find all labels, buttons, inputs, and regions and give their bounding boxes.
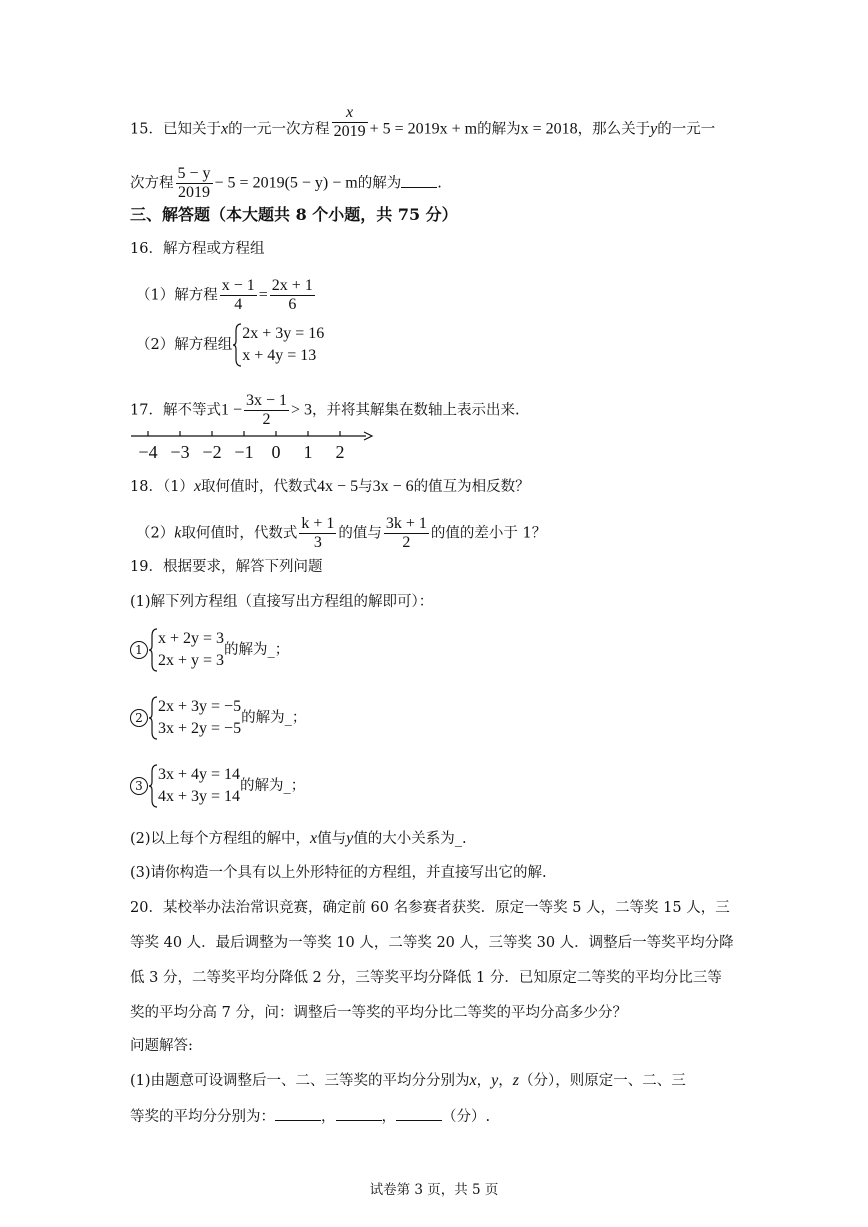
system-row: 2x + y = 3 bbox=[158, 652, 225, 669]
inequality-part: > 3 bbox=[291, 401, 313, 419]
fraction-denominator: 3 bbox=[313, 534, 322, 551]
fraction-denominator: 4 bbox=[234, 296, 243, 313]
number-line bbox=[128, 426, 378, 466]
q16-title: 16．解方程或方程组 bbox=[130, 241, 265, 257]
math-var: y bbox=[491, 1072, 499, 1089]
answer-blank[interactable] bbox=[396, 1120, 442, 1121]
math-var: y bbox=[650, 120, 658, 138]
section-title: 三、解答题（本大题共 8 个小题，共 75 分） bbox=[130, 205, 458, 224]
fraction-numerator: 5 − y bbox=[177, 165, 211, 182]
q19-system-3 bbox=[130, 764, 305, 808]
q15-fraction-2 bbox=[176, 165, 213, 202]
separator: ， bbox=[498, 1073, 513, 1089]
fraction-numerator: 2x + 1 bbox=[271, 277, 313, 294]
q15-text: 的解为 bbox=[357, 175, 402, 192]
fraction-denominator: 2 bbox=[402, 534, 411, 551]
brace-icon bbox=[232, 323, 242, 367]
q18-fraction-2 bbox=[384, 515, 429, 552]
separator: ， bbox=[476, 1073, 492, 1089]
q20-text: （分），则原定一、二、三 bbox=[519, 1073, 686, 1089]
number-line-tick-label: 0 bbox=[271, 442, 281, 462]
q18-part2 bbox=[136, 515, 546, 552]
answer-blank[interactable] bbox=[275, 1120, 321, 1121]
equation-system bbox=[148, 696, 241, 740]
q19-part2 bbox=[130, 829, 467, 849]
q15-text: 次方程 bbox=[130, 175, 174, 192]
q18-text: 与 bbox=[358, 479, 373, 495]
circled-number: 1 bbox=[130, 641, 148, 659]
math-var: y bbox=[346, 830, 354, 847]
number-line-tick-label: −2 bbox=[202, 442, 222, 462]
q17-text: ，并将其解集在数轴上表示出来. bbox=[312, 402, 520, 419]
q17-text: 17．解不等式 bbox=[130, 402, 221, 419]
q15-text: . bbox=[437, 175, 442, 192]
fraction-numerator: 3k + 1 bbox=[385, 515, 427, 532]
q15-text: 的一元一 bbox=[657, 121, 716, 138]
system-row: 2x + 3y = 16 bbox=[242, 325, 325, 342]
q18-text: 的值与 bbox=[338, 525, 382, 542]
q18-text: 取何值时，代数式 bbox=[201, 479, 318, 495]
q15-equation: + 5 = 2019x + m bbox=[369, 120, 478, 138]
circled-number: 2 bbox=[130, 709, 148, 727]
q19-text: (2)以上每个方程组的解中， bbox=[130, 831, 311, 847]
q15-line2 bbox=[130, 165, 442, 202]
number-line-tick-label: 2 bbox=[335, 442, 345, 462]
fraction-denominator: 6 bbox=[288, 296, 297, 313]
math-expr: 4x − 5 bbox=[317, 478, 359, 495]
brace-icon bbox=[148, 628, 158, 672]
q18-text: 18．（1） bbox=[130, 479, 194, 495]
system-row: 2x + 3y = −5 bbox=[158, 698, 242, 715]
equation-system bbox=[148, 764, 240, 808]
q15-solution: x = 2018 bbox=[520, 120, 578, 138]
brace-icon bbox=[148, 696, 158, 740]
fraction-numerator: k + 1 bbox=[301, 515, 335, 532]
number-line-tick-label: −3 bbox=[170, 442, 190, 462]
number-line-tick-label: 1 bbox=[303, 442, 313, 462]
answer-prompt: 的解为_； bbox=[224, 642, 290, 658]
q17-fraction bbox=[244, 392, 289, 429]
math-var: x bbox=[310, 830, 318, 847]
math-var: z bbox=[512, 1072, 519, 1089]
equation-system bbox=[232, 323, 324, 367]
q18-text: 的值互为相反数？ bbox=[413, 479, 530, 495]
q19-system-2 bbox=[130, 696, 306, 740]
q15-line1 bbox=[130, 104, 716, 141]
q16-label: （2）解方程组 bbox=[136, 337, 233, 353]
q18-part1 bbox=[130, 477, 530, 497]
math-var: x bbox=[469, 1072, 477, 1089]
fraction-numerator: x − 1 bbox=[221, 277, 255, 294]
fraction-numerator: 3x − 1 bbox=[245, 392, 288, 409]
math-var: k bbox=[174, 524, 182, 542]
system-row: 3x + 4y = 14 bbox=[158, 766, 241, 783]
q20-text: (1)由题意可设调整后一、二、三等奖的平均分分别为 bbox=[130, 1073, 470, 1089]
q20-line: 20．某校举办法治常识竞赛，确定前 60 名参赛者获奖．原定一等奖 5 人，二等奖 15 人，三 bbox=[130, 900, 730, 916]
q16-label: （1）解方程 bbox=[136, 287, 218, 304]
q19-text: 值的大小关系为_. bbox=[353, 831, 467, 847]
system-row: x + 4y = 13 bbox=[242, 347, 317, 364]
q15-equation: − 5 = 2019(5 − y) − m bbox=[214, 174, 358, 192]
answer-prompt: 的解为_； bbox=[240, 778, 306, 794]
inequality-part: 1 − bbox=[220, 401, 242, 419]
q15-text: ，那么关于 bbox=[577, 121, 651, 138]
number-line-tick-label: −4 bbox=[138, 442, 158, 462]
q15-text: 的一元一次方程 bbox=[228, 121, 330, 138]
brace-icon bbox=[148, 764, 158, 808]
q20-line: 等奖 40 人．最后调整为一等奖 10 人，二等奖 20 人，三等奖 30 人．调整后一等奖平均分降 bbox=[130, 935, 734, 951]
system-row: 4x + 3y = 14 bbox=[158, 788, 241, 805]
q16-fraction-right bbox=[270, 277, 315, 314]
equation-system bbox=[148, 628, 224, 672]
q19-part3: (3)请你构造一个具有以上外形特征的方程组，并直接写出它的解. bbox=[130, 865, 547, 881]
separator: ， bbox=[381, 1109, 396, 1125]
fraction-denominator: 2019 bbox=[178, 184, 211, 201]
math-expr: 3x − 6 bbox=[372, 478, 414, 495]
q20-answer-title: 问题解答: bbox=[130, 1038, 193, 1054]
answer-prompt: 的解为_； bbox=[241, 710, 307, 726]
fraction-numerator: x bbox=[332, 104, 368, 123]
q15-text: 的解为 bbox=[477, 121, 521, 138]
q20-answer-line2 bbox=[130, 1107, 490, 1127]
system-row: 3x + 2y = −5 bbox=[158, 720, 242, 737]
q18-text: （2） bbox=[136, 525, 175, 542]
q19-text: 值与 bbox=[317, 831, 347, 847]
q16-part1 bbox=[136, 277, 317, 314]
equals-sign: = bbox=[258, 286, 268, 304]
fraction-denominator: 2019 bbox=[333, 123, 366, 140]
q18-fraction-1 bbox=[299, 515, 336, 552]
page-footer: 试卷第 3 页，共 5 页 bbox=[369, 1182, 499, 1198]
q20-line: 奖的平均分高 7 分，问：调整后一等奖的平均分比二等奖的平均分高多少分？ bbox=[130, 1005, 627, 1021]
q20-line: 低 3 分，二等奖平均分降低 2 分，三等奖平均分降低 1 分．已知原定二等奖的平均分比三等 bbox=[130, 970, 722, 986]
math-var: x bbox=[193, 478, 202, 495]
q18-text: 的值的差小于 1？ bbox=[430, 525, 547, 542]
q15-text: 15．已知关于 bbox=[130, 121, 221, 138]
q18-text: 取何值时，代数式 bbox=[181, 525, 298, 542]
q16-part2 bbox=[136, 323, 324, 367]
math-var: x bbox=[220, 120, 229, 138]
q20-answer-line1 bbox=[130, 1071, 686, 1091]
q17-line bbox=[130, 392, 520, 429]
q19-title: 19．根据要求，解答下列问题 bbox=[130, 559, 323, 575]
fraction-denominator: 2 bbox=[262, 411, 271, 428]
q15-fraction-1 bbox=[332, 104, 368, 141]
q16-fraction-left bbox=[220, 277, 257, 314]
q19-system-1 bbox=[130, 628, 289, 672]
system-row: x + 2y = 3 bbox=[158, 630, 225, 647]
circled-number: 3 bbox=[130, 777, 148, 795]
number-line-tick-label: −1 bbox=[234, 442, 254, 462]
answer-blank[interactable] bbox=[336, 1120, 382, 1121]
separator: ， bbox=[321, 1109, 336, 1125]
q20-text: （分）. bbox=[442, 1109, 491, 1125]
q19-part1: (1)解下列方程组（直接写出方程组的解即可）： bbox=[130, 594, 434, 610]
answer-blank[interactable] bbox=[401, 187, 437, 188]
q20-text: 等奖的平均分分别为： bbox=[130, 1109, 275, 1125]
